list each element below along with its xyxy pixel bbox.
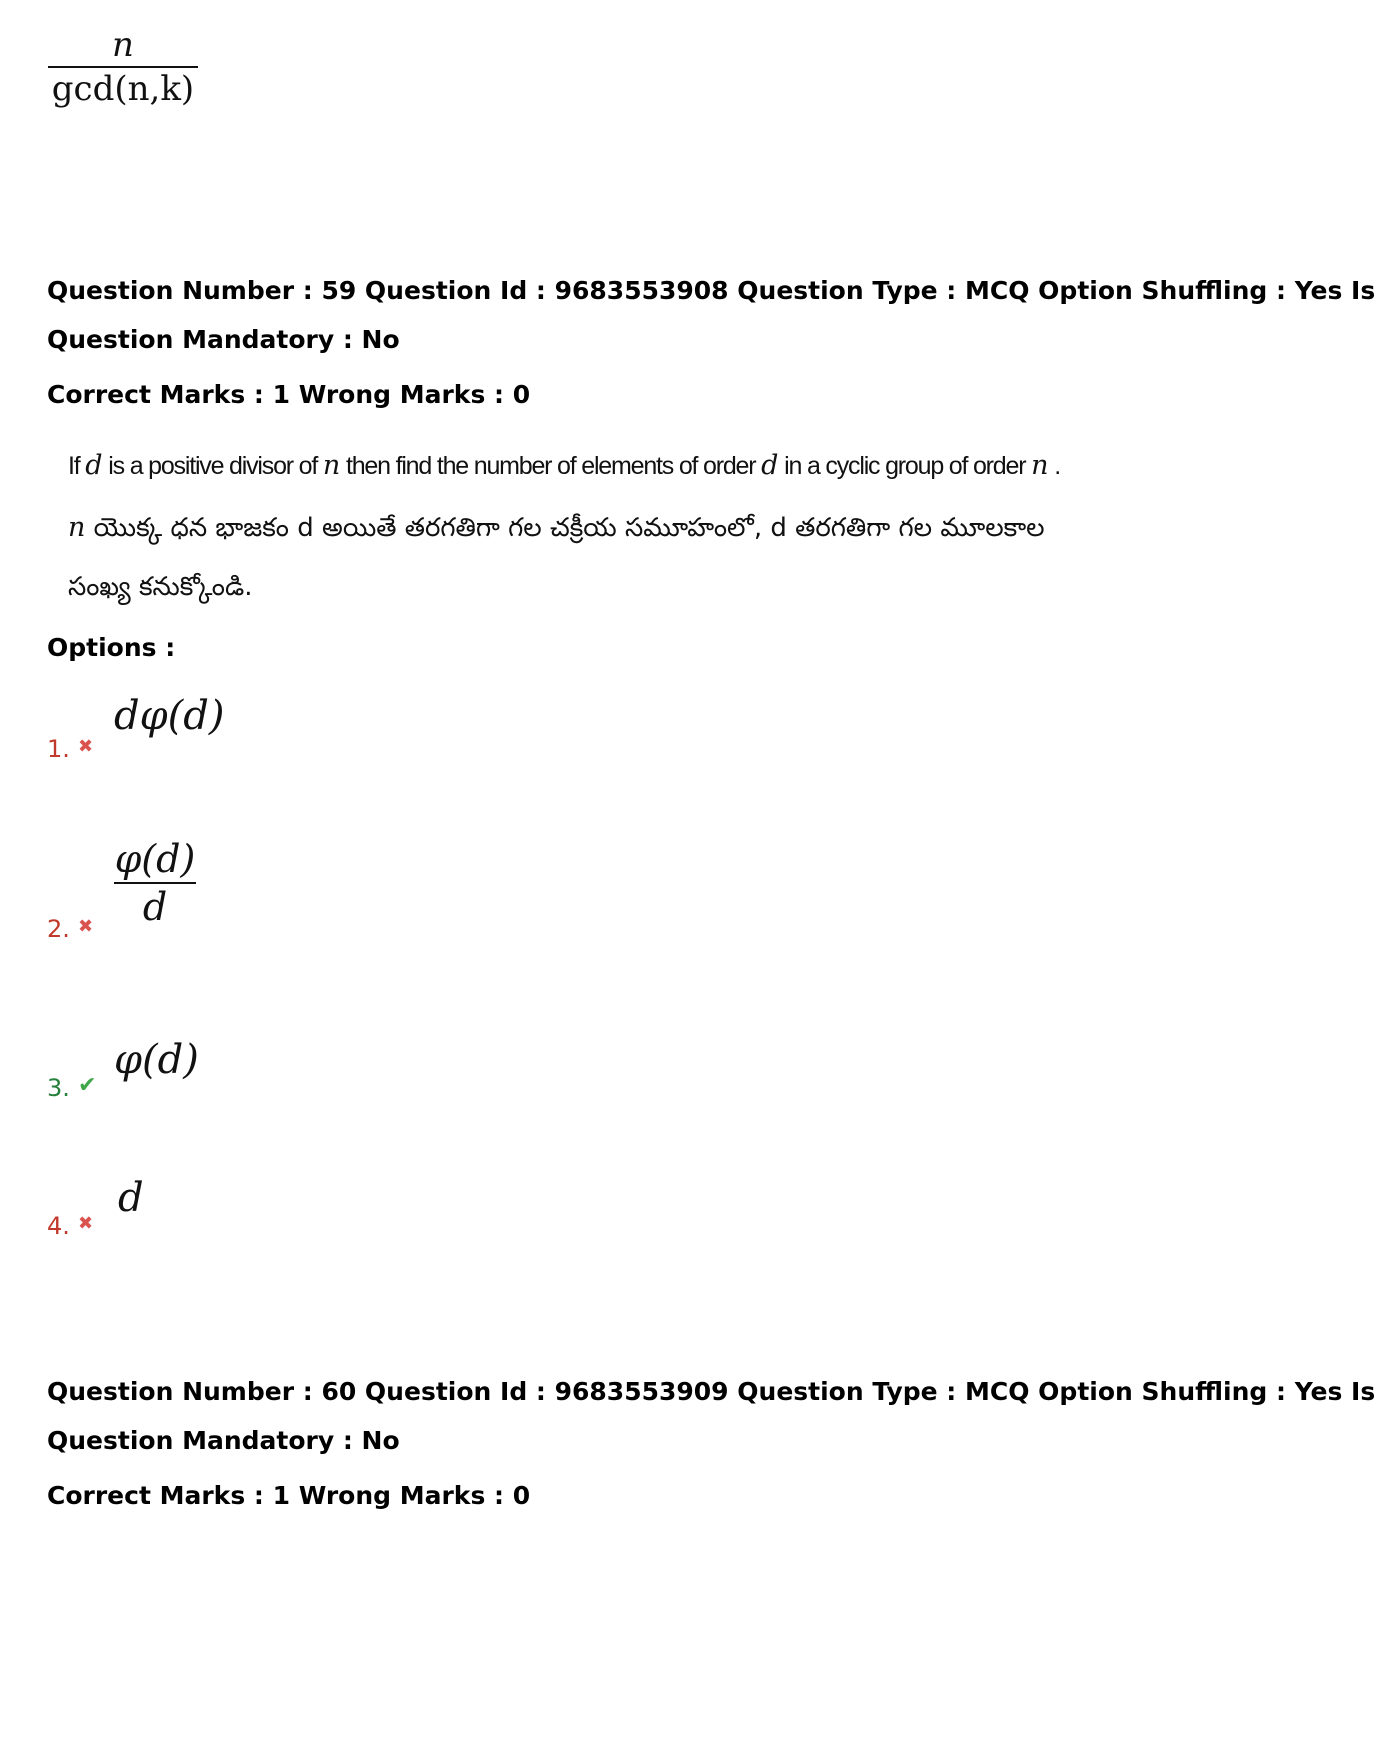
option-1-math: dφ(d) [114, 693, 225, 739]
option-4-number: 4. [47, 1212, 70, 1240]
top-fraction [48, 25, 198, 109]
q59-te-line1-text: యొక్క ధన భాజకం d అయితే తరగతిగా గల చక్రీయ సమూహంలో, d తరగతిగా గల మూలకాల [93, 513, 1045, 543]
q60-marks: Correct Marks : 1 Wrong Marks : 0 [47, 1481, 531, 1510]
option-2-math [114, 837, 196, 929]
q59-en-part5: . [1048, 452, 1060, 480]
option-2-denominator: d [142, 885, 168, 929]
option-1-number: 1. [47, 735, 70, 763]
option-2-numerator: φ(d) [114, 837, 196, 881]
q59-question-telugu-line1 [68, 512, 1045, 549]
fraction-bar [48, 66, 198, 68]
option-3-math: φ(d) [114, 1037, 199, 1083]
q59-en-part3: then find the number of elements of order [340, 452, 762, 480]
fraction-denominator: gcd(n,k) [51, 69, 195, 109]
q59-en-part1: If [68, 452, 86, 480]
option-2-number: 2. [47, 915, 70, 943]
q59-en-var-d2: d [761, 450, 779, 481]
q59-en-var-n: n [322, 450, 341, 481]
wrong-mark-icon: ✖ [78, 1213, 94, 1234]
q59-marks: Correct Marks : 1 Wrong Marks : 0 [47, 380, 531, 409]
correct-check-icon: ✔ [78, 1073, 97, 1098]
q59-en-var-n2: n [1031, 450, 1049, 481]
fraction-numerator: n [112, 25, 134, 65]
q60-meta-line1: Question Number : 60 Question Id : 9683553909 Question Type : MCQ Option Shuffling : Yes Is [47, 1377, 1375, 1406]
option-4-math: d [118, 1175, 144, 1221]
q60-meta-line2: Question Mandatory : No [47, 1426, 400, 1455]
wrong-mark-icon: ✖ [78, 736, 94, 757]
option-2-fraction-bar [114, 882, 196, 884]
q59-question-telugu-line2: సంఖ్య కనుక్కోండి. [68, 572, 253, 602]
q59-en-part4: in a cyclic group of order [778, 452, 1032, 480]
q59-meta-line1: Question Number : 59 Question Id : 9683553908 Question Type : MCQ Option Shuffling : Yes Is [47, 276, 1375, 305]
option-3-number: 3. [47, 1074, 70, 1102]
q59-question-english [68, 450, 1060, 481]
options-label: Options : [47, 633, 176, 662]
wrong-mark-icon: ✖ [78, 916, 94, 937]
q59-en-part2: is a positive divisor of [102, 452, 323, 480]
q59-meta-line2: Question Mandatory : No [47, 325, 400, 354]
q59-te-var-n: n [68, 512, 86, 543]
q59-en-var-d: d [85, 450, 103, 481]
